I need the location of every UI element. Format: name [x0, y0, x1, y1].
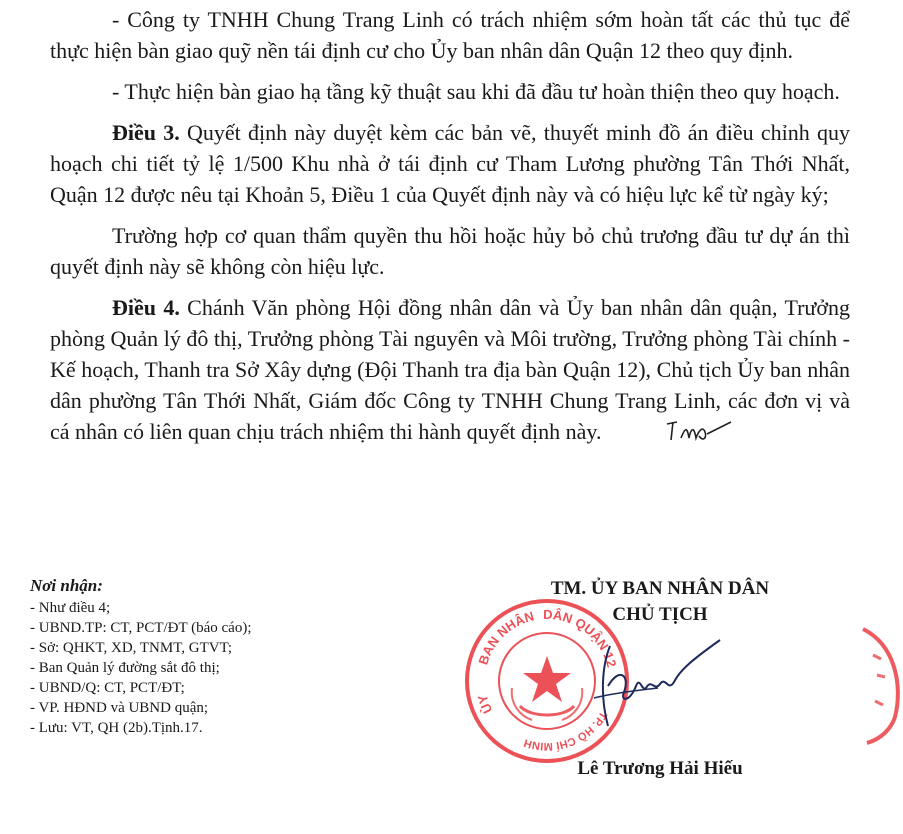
- paragraph-handover-infrastructure: - Thực hiện bàn giao hạ tầng kỹ thuật sau khi đã đầu tư hoàn thiện theo quy hoạch.: [112, 79, 840, 104]
- svg-text:BAN NHÂN: BAN NHÂN: [475, 608, 536, 667]
- recipient-item: - UBND/Q: CT, PCT/ĐT;: [30, 680, 185, 696]
- paragraph-article-4: Điều 4. Chánh Văn phòng Hội đồng nhân dân và Ủy ban nhân dân quận, Trưởng phòng Quản lý đô thị, Trưởng phòng Tài nguyên và Môi trường, Trưởng phòng Tài chính - Kế hoạch, Thanh tra Sở Xây dựng (Đội Thanh tra địa bàn Quận 12), Chủ tịch Ủy ban nhân dân phường Tân Thới Nhất, Giám đốc Công ty TNHH Chung Trang Linh, các đơn vị và cá nhân có liên quan chịu trách nhiệm thi hành quyết định này.: [50, 292, 850, 452]
- edge-seal-fragment-icon: [855, 625, 903, 745]
- signer-title: CHỦ TỊCH: [612, 604, 708, 625]
- paragraph-handover-fund: - Công ty TNHH Chung Trang Linh có trách nhiệm sớm hoàn tất các thủ tục để thực hiện bàn giao quỹ nền tái định cư cho Ủy ban nhân dân Quận 12 theo quy định.: [50, 7, 850, 63]
- signature-block: [474, 576, 840, 796]
- recipient-item: - Lưu: VT, QH (2b).Tịnh.17.: [30, 720, 203, 736]
- recipients-list: [30, 598, 410, 738]
- paragraph-revocation: Trường hợp cơ quan thẩm quyền thu hồi hoặc hủy bỏ chủ trương đầu tư dự án thì quyết định này sẽ không còn hiệu lực.: [50, 223, 850, 279]
- recipient-item: - Như điều 4;: [30, 600, 111, 616]
- paragraph-article-3: Điều 3. Quyết định này duyệt kèm các bản vẽ, thuyết minh đồ án điều chỉnh quy hoạch chi tiết tỷ lệ 1/500 Khu nhà ở tái định cư Tham Lương phường Tân Thới Nhất, Quận 12 được nêu tại Khoản 5, Điều 1 của Quyết định này và có hiệu lực kể từ ngày ký;: [50, 120, 851, 207]
- svg-text:DÂN QUẬN 12: DÂN QUẬN 12: [543, 606, 620, 669]
- recipients-block: [30, 576, 410, 738]
- recipient-item: - Sở: QHKT, XD, TNMT, GTVT;: [30, 640, 233, 656]
- decision-body: [50, 4, 850, 462]
- recipient-item: - Ban Quản lý đường sắt đô thị;: [30, 660, 220, 676]
- article-4-heading: Điều 4.: [112, 295, 180, 320]
- signer-organization: TM. ỦY BAN NHÂN DÂN: [550, 578, 770, 599]
- recipients-heading: Nơi nhận:: [30, 576, 103, 595]
- svg-text:TP. HỒ CHÍ MINH: TP. HỒ CHÍ MINH: [522, 709, 610, 753]
- signer-name: Lê Trương Hải Hiếu: [577, 758, 743, 779]
- recipient-item: - UBND.TP: CT, PCT/ĐT (báo cáo);: [30, 620, 252, 636]
- handwritten-signature-icon: [580, 626, 730, 736]
- recipient-item: - VP. HĐND và UBND quận;: [30, 700, 209, 716]
- article-3-heading: Điều 3.: [112, 120, 180, 145]
- handwritten-initials-icon: [601, 416, 733, 452]
- svg-text:ỦY: ỦY: [474, 693, 496, 716]
